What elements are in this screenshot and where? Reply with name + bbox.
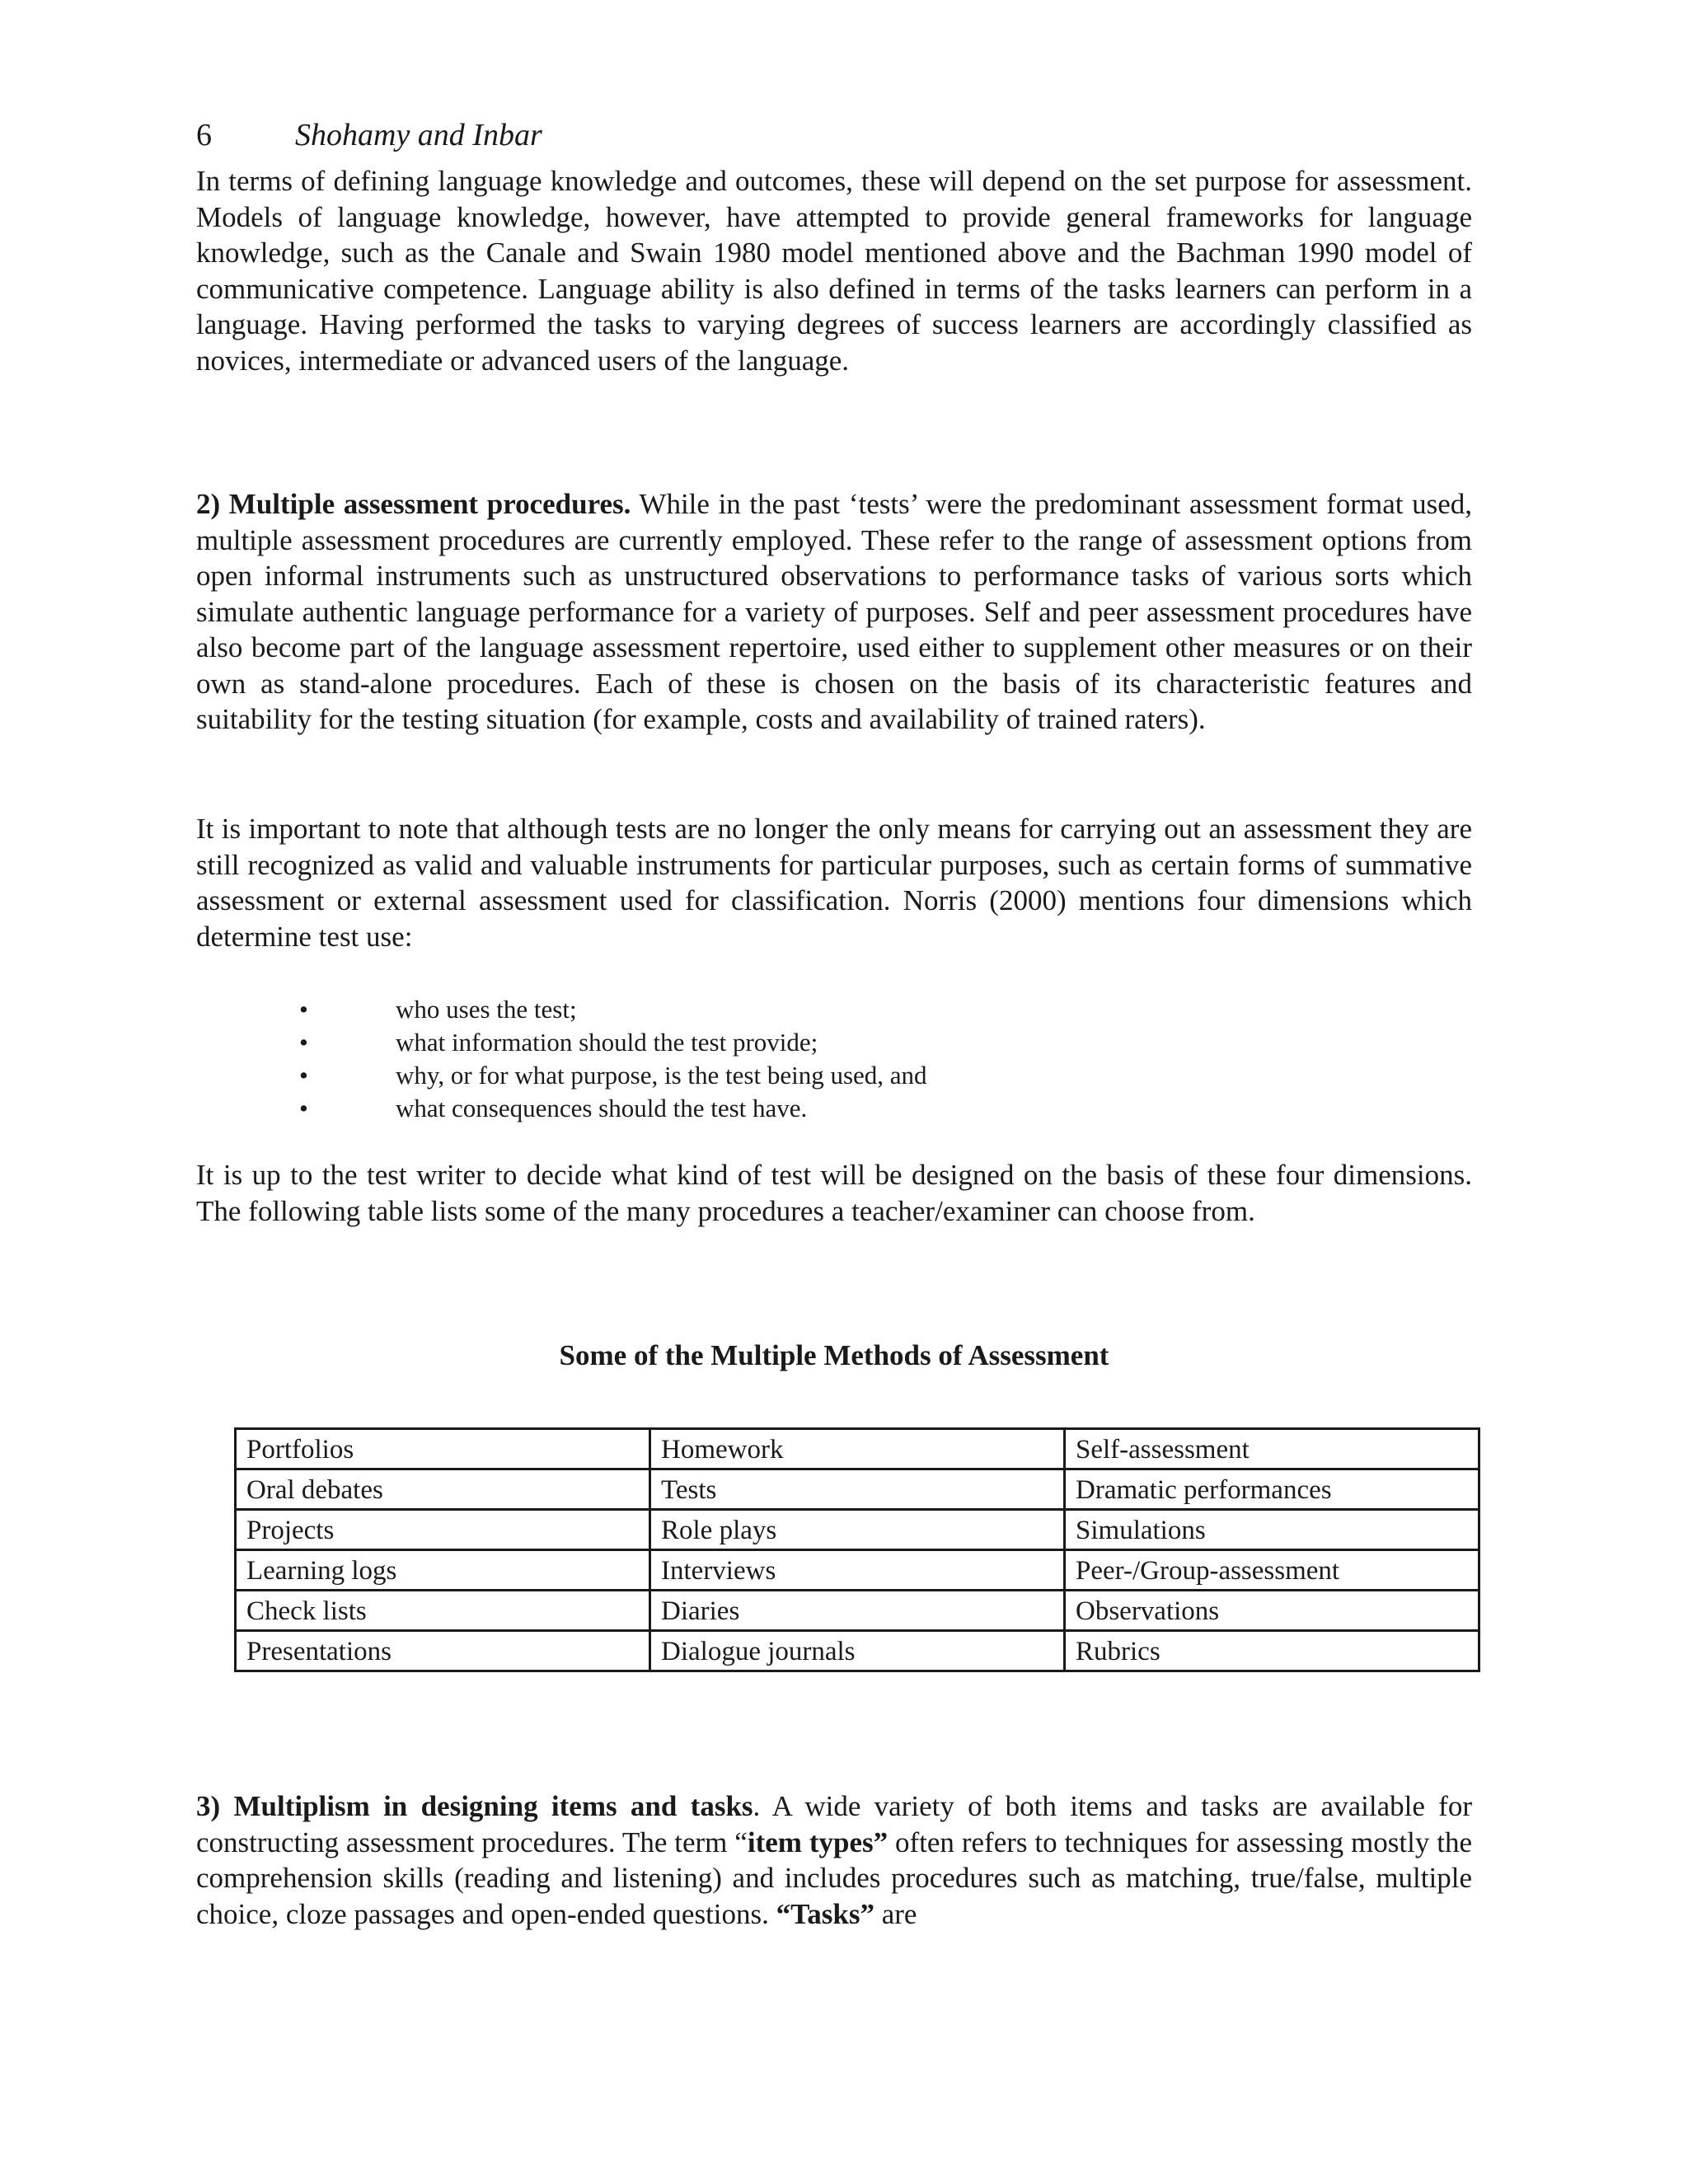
bullet-icon: • <box>299 995 308 1024</box>
running-head <box>196 115 542 155</box>
table-cell: Tests <box>650 1469 1065 1510</box>
term-item-types: item types” <box>747 1825 889 1858</box>
table-cell: Oral debates <box>236 1469 650 1510</box>
table-cell: Homework <box>650 1429 1065 1469</box>
table-cell: Dramatic performances <box>1065 1469 1479 1510</box>
table-cell: Rubrics <box>1065 1631 1479 1671</box>
running-head-authors: Shohamy and Inbar <box>295 118 542 152</box>
section-3-heading: 3) Multiplism in designing items and tasks <box>196 1790 753 1822</box>
table-cell: Observations <box>1065 1591 1479 1631</box>
section-2-heading: 2) Multiple assessment procedures. <box>196 488 631 520</box>
table-title: Some of the Multiple Methods of Assessment <box>559 1339 1109 1371</box>
bullet-icon: • <box>299 1061 308 1090</box>
paragraph-test-writer: It is up to the test writer to decide what kind of test will be designed on the basis of these four dimensions. The following table lists some of the many procedures a teacher/examiner can choose from. <box>196 1159 1472 1227</box>
bullet-icon: • <box>299 1028 308 1057</box>
table-cell: Peer-/Group-assessment <box>1065 1550 1479 1591</box>
table-cell: Diaries <box>650 1591 1065 1631</box>
table-cell: Self-assessment <box>1065 1429 1479 1469</box>
table-row <box>236 1510 1479 1550</box>
table-cell: Role plays <box>650 1510 1065 1550</box>
table-row <box>236 1631 1479 1671</box>
bullet-item: • what consequences should the test have. <box>196 1092 1103 1125</box>
assessment-methods-table <box>234 1427 1480 1672</box>
table-row <box>236 1550 1479 1591</box>
table-cell: Presentations <box>236 1631 650 1671</box>
table-cell: Interviews <box>650 1550 1065 1591</box>
section-2-body: While in the past ‘tests’ were the predominant assessment format used, multiple assessment procedures are currently employed. These refer to the range of assessment options from open informal instruments such as unstructured observations to performance tasks of various sorts which simulate authentic language performance for a variety of purposes. Self and peer assessment procedures have also become part of the language assessment repertoire, used either to supplement other measures or on their own as stand-alone procedures. Each of these is chosen on the basis of its characteristic features and suitability for the testing situation (for example, costs and availability of trained raters). <box>196 488 1472 735</box>
term-tasks: “Tasks” <box>776 1897 874 1930</box>
paragraph-tests-importance: It is important to note that although tests are no longer the only means for carrying out an assessment they are still recognized as valid and valuable instruments for particular purposes, such as certain forms of summative assessment or external assessment used for classification. Norris (2000) mentions four dimensions which determine test use: <box>196 813 1472 953</box>
bullet-item: • who uses the test; <box>196 993 1103 1026</box>
table-cell: Learning logs <box>236 1550 650 1591</box>
table-row <box>236 1429 1479 1469</box>
bullet-item: • why, or for what purpose, is the test being used, and <box>196 1059 1103 1092</box>
paragraph-multiple-assessment <box>196 486 1472 738</box>
table-body <box>236 1429 1479 1671</box>
bullet-list-test-dimensions <box>196 993 1103 1125</box>
table-row <box>236 1591 1479 1631</box>
page-number: 6 <box>196 118 212 152</box>
table-cell: Simulations <box>1065 1510 1479 1550</box>
table-cell: Check lists <box>236 1591 650 1631</box>
bullet-icon: • <box>299 1094 308 1122</box>
table-cell: Portfolios <box>236 1429 650 1469</box>
paragraph-multiplism: 3) Multiplism in designing items and tasks. A wide variety of both items and tasks are available for constructing assessment procedures. The term “item types” often refers to techniques for assessing mostly the comprehension skills (reading and listening) and includes procedures such as matching, true/false, multiple choice, cloze passages and open-ended questions. “Tasks” are <box>196 1790 1472 1930</box>
paragraph-language-knowledge: In terms of defining language knowledge and outcomes, these will depend on the set purpose for assessment. Models of language knowledge, however, have attempted to provide general frameworks for language knowledge, such as the Canale and Swain 1980 model mentioned above and the Bachman 1990 model of communicative competence. Language ability is also defined in terms of the tasks learners can perform in a language. Having performed the tasks to varying degrees of success learners are accordingly classified as novices, intermediate or advanced users of the language. <box>196 165 1472 377</box>
table-row <box>236 1469 1479 1510</box>
bullet-item: • what information should the test provide; <box>196 1026 1103 1059</box>
table-cell: Projects <box>236 1510 650 1550</box>
table-cell: Dialogue journals <box>650 1631 1065 1671</box>
